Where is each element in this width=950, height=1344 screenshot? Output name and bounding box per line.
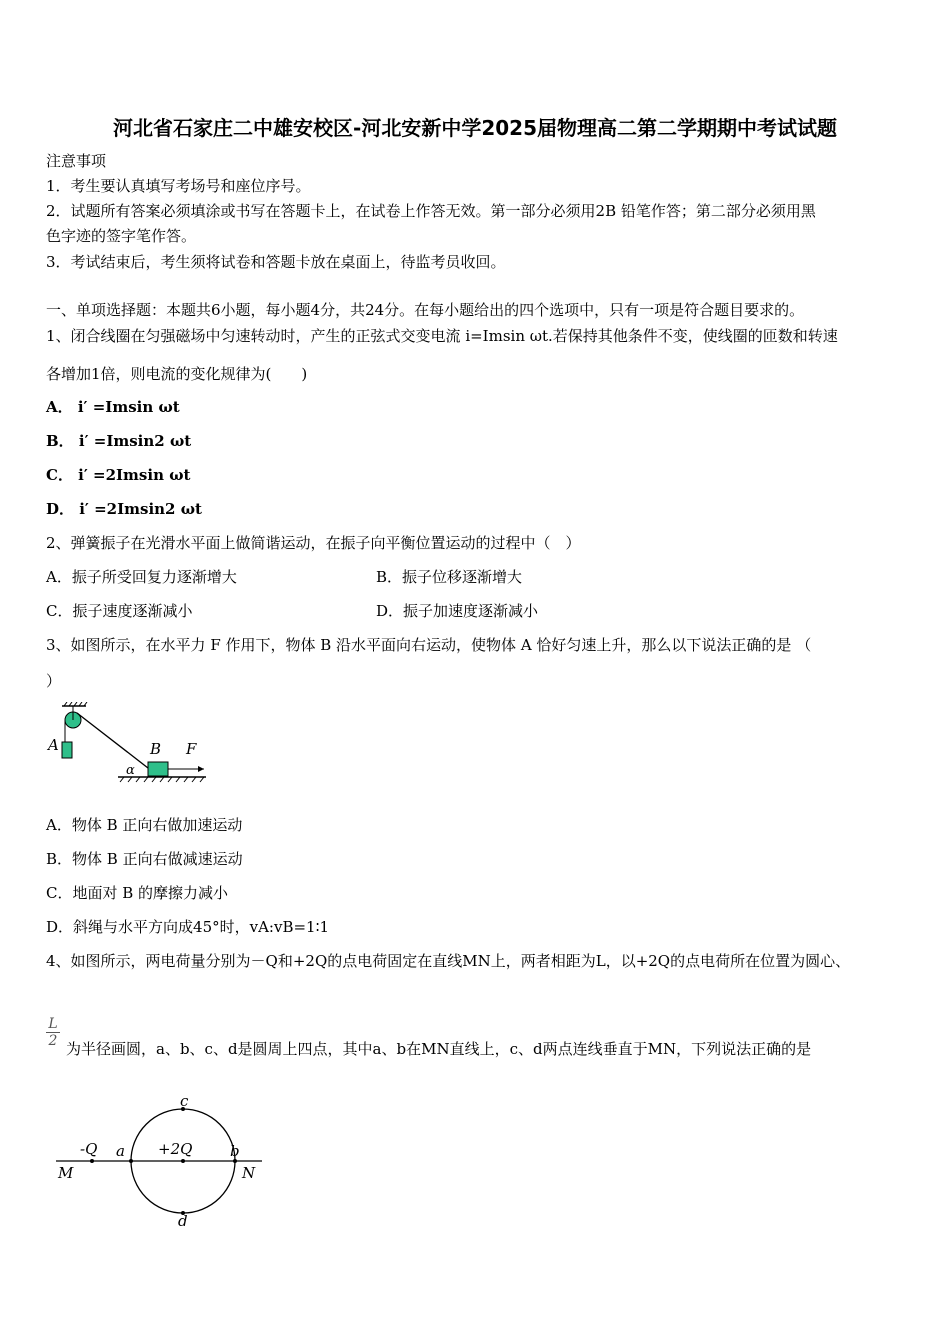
q3-option-c: C．地面对 B 的摩擦力减小 — [46, 884, 229, 902]
q3-stem: 3、如图所示，在水平力 F 作用下，物体 B 沿水平面向右运动，使物体 A 恰好匀速上升，那么以下说法正确的是 （ — [46, 636, 812, 654]
fraction-l-over-2 — [46, 1016, 60, 1049]
label-n: N — [242, 1164, 256, 1182]
fraction-numerator: L — [48, 1016, 58, 1032]
q3-option-a: A．物体 B 正向右做加速运动 — [46, 816, 243, 834]
q1-option-c: C． i′ =2Imsin ωt — [46, 466, 191, 484]
q3-option-d: D．斜绳与水平方向成45°时，vA:vB=1∶1 — [46, 918, 330, 936]
q2-option-a: A．振子所受回复力逐渐增大 — [46, 568, 237, 586]
label-a: a — [116, 1142, 125, 1160]
q1-option-d: D． i′ =2Imsin2 ωt — [46, 500, 202, 518]
label-neg-q: -Q — [80, 1140, 98, 1158]
section-heading: 一、单项选择题：本题共6小题，每小题4分，共24分。在每小题给出的四个选项中，只有一项是符合题目要求的。 — [46, 301, 805, 319]
q1-option-a: A． i′ =Imsin ωt — [46, 398, 180, 416]
label-b: B — [150, 740, 162, 758]
label-c: c — [180, 1092, 189, 1110]
q3-stem-cont: ） — [46, 672, 62, 690]
notice-item: 色字迹的签字笔作答。 — [46, 227, 197, 245]
label-m: M — [58, 1164, 74, 1182]
label-b: b — [230, 1142, 240, 1160]
notice-heading: 注意事项 — [46, 152, 107, 170]
label-a: A — [48, 736, 59, 754]
q1-stem-cont: 各增加1倍，则电流的变化规律为( ) — [46, 365, 308, 383]
label-alpha: α — [126, 763, 135, 778]
q3-pulley-figure — [44, 702, 214, 788]
label-f: F — [186, 740, 197, 758]
notice-item: 1．考生要认真填写考场号和座位序号。 — [46, 177, 311, 195]
page-title: 河北省石家庄二中雄安校区-河北安新中学2025届物理高二第二学期期中考试试题 — [113, 116, 837, 140]
q4-stem: 4、如图所示，两电荷量分别为－Q和+2Q的点电荷固定在直线MN上，两者相距为L，以+2Q的点电荷所在位置为圆心、 — [46, 952, 851, 970]
label-d: d — [178, 1212, 188, 1230]
notice-item: 2．试题所有答案必须填涂或书写在答题卡上，在试卷上作答无效。第一部分必须用2B 铅笔作答；第二部分必须用黑 — [46, 202, 816, 220]
label-pos-2q: +2Q — [158, 1140, 193, 1158]
q4-charge-figure — [52, 1090, 267, 1230]
q2-option-b: B．振子位移逐渐增大 — [376, 568, 523, 586]
q3-option-b: B．物体 B 正向右做减速运动 — [46, 850, 243, 868]
q1-stem: 1、闭合线圈在匀强磁场中匀速转动时，产生的正弦式交变电流 i=Imsin ωt.若保持其他条件不变，使线圈的匝数和转速 — [46, 327, 838, 345]
q4-stem-cont: 为半径画圆，a、b、c、d是圆周上四点，其中a、b在MN直线上，c、d两点连线垂直于MN，下列说法正确的是 — [66, 1040, 812, 1058]
q2-option-c: C．振子速度逐渐减小 — [46, 602, 193, 620]
q2-option-d: D．振子加速度逐渐减小 — [376, 602, 539, 620]
fraction-denominator: 2 — [46, 1032, 60, 1049]
q1-option-b: B． i′ =Imsin2 ωt — [46, 432, 192, 450]
notice-item: 3．考试结束后，考生须将试卷和答题卡放在桌面上，待监考员收回。 — [46, 253, 506, 271]
q2-stem: 2、弹簧振子在光滑水平面上做简谐运动，在振子向平衡位置运动的过程中（ ） — [46, 534, 581, 552]
